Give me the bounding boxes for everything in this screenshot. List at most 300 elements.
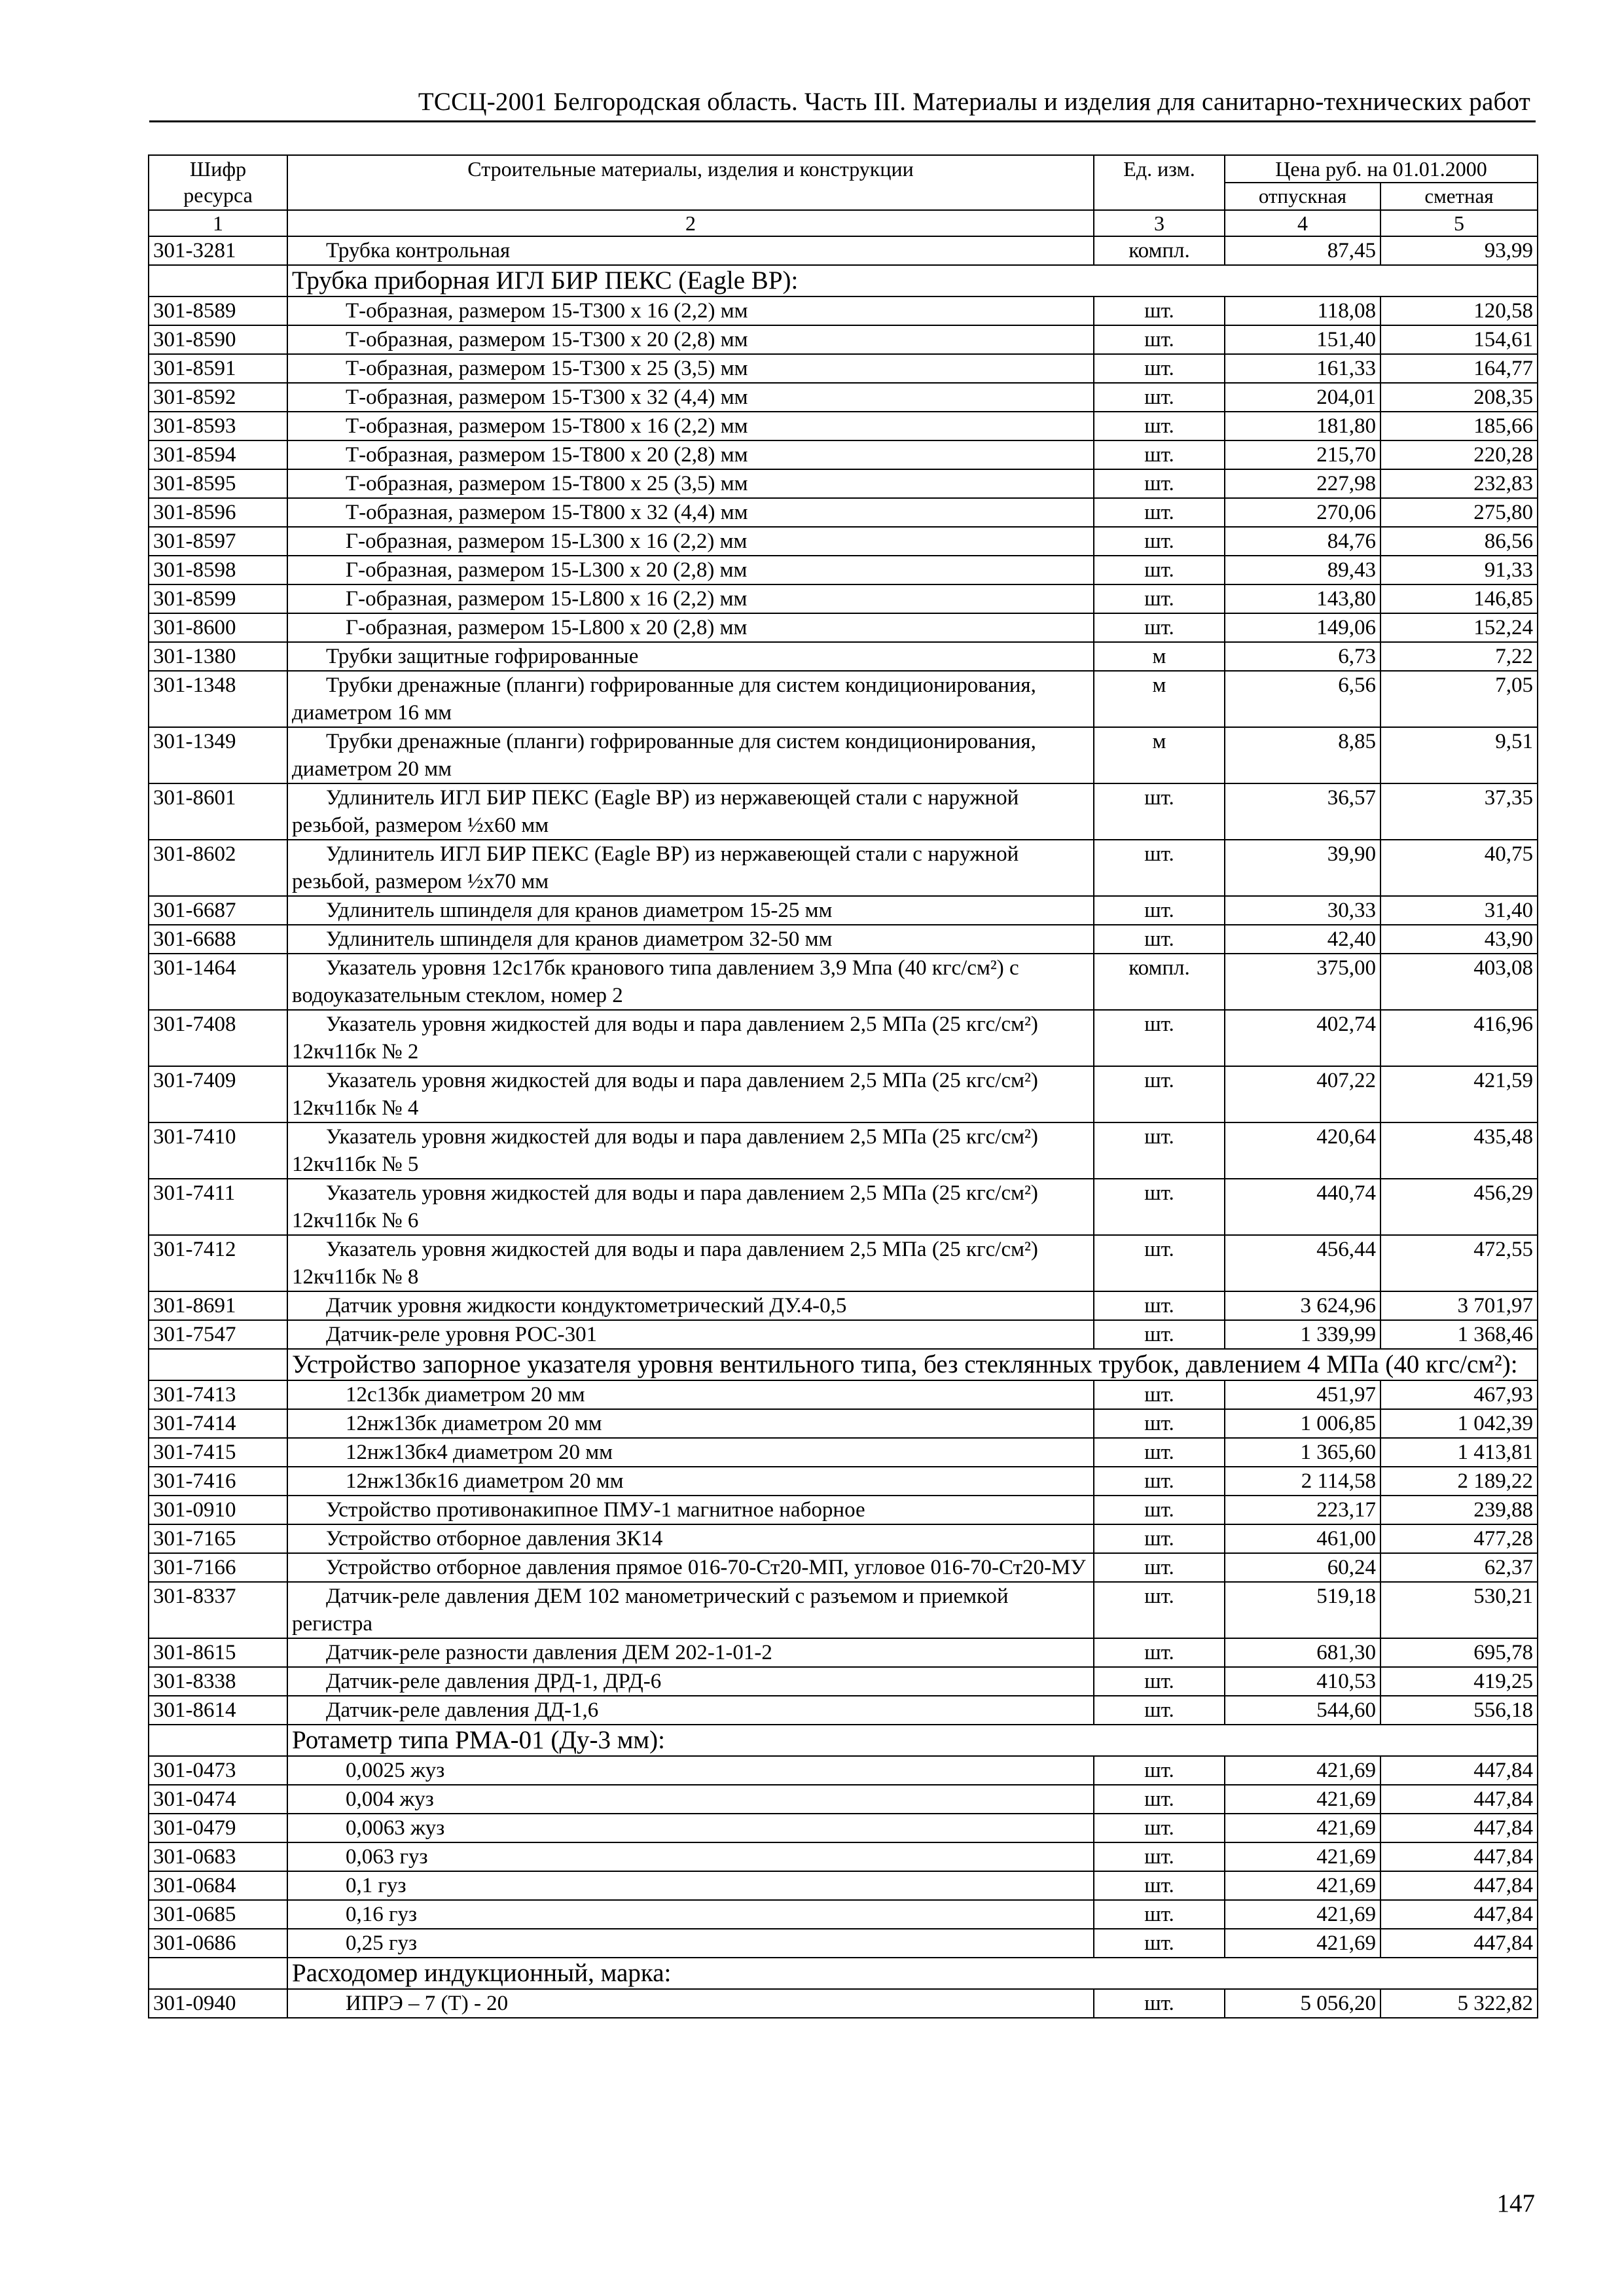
table-row — [149, 1756, 1538, 1785]
unit-cell: шт. — [1094, 1842, 1225, 1871]
group-row — [149, 1958, 1538, 1989]
name-cell: 12нж13бк диаметром 20 мм — [287, 1409, 1094, 1438]
name-cell: 12нж13бк4 диаметром 20 мм — [287, 1438, 1094, 1467]
name-cell: 0,0025 жуз — [287, 1756, 1094, 1785]
estimate-price-cell: 416,96 — [1380, 1010, 1538, 1066]
name-cell: Трубки защитные гофрированные — [287, 642, 1094, 671]
estimate-price-cell: 62,37 — [1380, 1553, 1538, 1582]
estimate-price-cell: 447,84 — [1380, 1842, 1538, 1871]
unit-cell: компл. — [1094, 954, 1225, 1010]
unit-cell: шт. — [1094, 1756, 1225, 1785]
group-title: Устройство запорное указателя уровня вентильного типа, без стеклянных трубок, давлением 4 МПа (40 кгс/см²): — [287, 1349, 1538, 1380]
code-cell: 301-7412 — [149, 1235, 287, 1291]
estimate-price-cell: 421,59 — [1380, 1066, 1538, 1122]
release-price-cell: 270,06 — [1225, 498, 1380, 527]
estimate-price-cell: 435,48 — [1380, 1122, 1538, 1179]
estimate-price-cell: 447,84 — [1380, 1929, 1538, 1958]
name-cell: 0,0063 жуз — [287, 1814, 1094, 1842]
table-row — [149, 1553, 1538, 1582]
name-cell: 12с13бк диаметром 20 мм — [287, 1380, 1094, 1409]
table-row — [149, 783, 1538, 840]
unit-cell: шт. — [1094, 1066, 1225, 1122]
code-cell: 301-8614 — [149, 1696, 287, 1725]
estimate-price-cell: 232,83 — [1380, 469, 1538, 498]
estimate-price-cell: 556,18 — [1380, 1696, 1538, 1725]
release-price-cell: 407,22 — [1225, 1066, 1380, 1122]
unit-cell: шт. — [1094, 1122, 1225, 1179]
name-cell: Г-образная, размером 15-L800 х 16 (2,2) мм — [287, 584, 1094, 613]
release-price-cell: 681,30 — [1225, 1638, 1380, 1667]
estimate-price-cell: 208,35 — [1380, 383, 1538, 412]
release-price-cell: 6,73 — [1225, 642, 1380, 671]
code-cell: 301-1349 — [149, 727, 287, 783]
unit-cell: шт. — [1094, 1179, 1225, 1235]
column-number: 5 — [1380, 210, 1538, 236]
table-row — [149, 1380, 1538, 1409]
release-price-cell: 3 624,96 — [1225, 1291, 1380, 1320]
code-cell: 301-8595 — [149, 469, 287, 498]
estimate-price-cell: 447,84 — [1380, 1814, 1538, 1842]
group-title: Расходомер индукционный, марка: — [287, 1958, 1538, 1989]
release-price-cell: 1 006,85 — [1225, 1409, 1380, 1438]
table-row — [149, 469, 1538, 498]
table-row — [149, 296, 1538, 325]
table-row — [149, 556, 1538, 584]
release-price-cell: 410,53 — [1225, 1667, 1380, 1696]
unit-cell: шт. — [1094, 1696, 1225, 1725]
unit-cell: м — [1094, 642, 1225, 671]
table-row — [149, 1438, 1538, 1467]
name-cell: Трубки дренажные (планги) гофрированные для систем кондиционирования, диаметром 20 мм — [287, 727, 1094, 783]
unit-cell: шт. — [1094, 1380, 1225, 1409]
unit-cell: компл. — [1094, 236, 1225, 265]
unit-cell: м — [1094, 727, 1225, 783]
unit-cell: шт. — [1094, 440, 1225, 469]
release-price-cell: 1 339,99 — [1225, 1320, 1380, 1349]
code-cell: 301-3281 — [149, 236, 287, 265]
unit-cell: шт. — [1094, 1553, 1225, 1582]
estimate-price-cell: 43,90 — [1380, 925, 1538, 954]
table-row — [149, 1291, 1538, 1320]
estimate-price-cell: 530,21 — [1380, 1582, 1538, 1638]
name-cell: Г-образная, размером 15-L300 х 16 (2,2) мм — [287, 527, 1094, 556]
name-cell: Датчик-реле давления ДД-1,6 — [287, 1696, 1094, 1725]
unit-cell: шт. — [1094, 1989, 1225, 2018]
code-cell: 301-8593 — [149, 412, 287, 440]
release-price-cell: 181,80 — [1225, 412, 1380, 440]
name-cell: Трубка контрольная — [287, 236, 1094, 265]
unit-cell: шт. — [1094, 354, 1225, 383]
estimate-price-cell: 3 701,97 — [1380, 1291, 1538, 1320]
name-cell: Т-образная, размером 15-Т800 х 25 (3,5) мм — [287, 469, 1094, 498]
unit-cell: шт. — [1094, 556, 1225, 584]
release-price-cell: 215,70 — [1225, 440, 1380, 469]
estimate-price-cell: 37,35 — [1380, 783, 1538, 840]
table-row — [149, 613, 1538, 642]
code-cell: 301-8338 — [149, 1667, 287, 1696]
unit-cell: шт. — [1094, 1929, 1225, 1958]
column-number: 1 — [149, 210, 287, 236]
name-cell: Т-образная, размером 15-Т800 х 16 (2,2) мм — [287, 412, 1094, 440]
release-price-cell: 456,44 — [1225, 1235, 1380, 1291]
unit-cell: шт. — [1094, 1814, 1225, 1842]
name-cell: Датчик-реле уровня РОС-301 — [287, 1320, 1094, 1349]
code-cell — [149, 1349, 287, 1380]
release-price-cell: 39,90 — [1225, 840, 1380, 896]
unit-cell: шт. — [1094, 1320, 1225, 1349]
release-price-cell: 149,06 — [1225, 613, 1380, 642]
estimate-price-cell: 7,05 — [1380, 671, 1538, 727]
name-cell: Г-образная, размером 15-L800 х 20 (2,8) мм — [287, 613, 1094, 642]
name-cell: Т-образная, размером 15-Т800 х 32 (4,4) мм — [287, 498, 1094, 527]
estimate-price-cell: 91,33 — [1380, 556, 1538, 584]
estimate-price-cell: 467,93 — [1380, 1380, 1538, 1409]
estimate-price-cell: 275,80 — [1380, 498, 1538, 527]
code-cell: 301-7410 — [149, 1122, 287, 1179]
code-cell: 301-6688 — [149, 925, 287, 954]
name-cell: Датчик-реле разности давления ДЕМ 202-1-01-2 — [287, 1638, 1094, 1667]
table-row — [149, 1989, 1538, 2018]
unit-cell: шт. — [1094, 896, 1225, 925]
column-number: 4 — [1225, 210, 1380, 236]
name-cell: Устройство отборное давления ЗК14 — [287, 1524, 1094, 1553]
table-row — [149, 1696, 1538, 1725]
unit-cell: шт. — [1094, 1438, 1225, 1467]
table-row — [149, 1010, 1538, 1066]
estimate-price-cell: 2 189,22 — [1380, 1467, 1538, 1496]
table-row — [149, 354, 1538, 383]
code-cell: 301-0940 — [149, 1989, 287, 2018]
name-cell: Указатель уровня жидкостей для воды и пара давлением 2,5 МПа (25 кгс/см²) 12кч11бк № 6 — [287, 1179, 1094, 1235]
code-cell: 301-8594 — [149, 440, 287, 469]
name-cell: Т-образная, размером 15-Т300 х 20 (2,8) мм — [287, 325, 1094, 354]
code-cell — [149, 1725, 287, 1756]
name-cell: Указатель уровня жидкостей для воды и пара давлением 2,5 МПа (25 кгс/см²) 12кч11бк № 2 — [287, 1010, 1094, 1066]
estimate-price-cell: 447,84 — [1380, 1785, 1538, 1814]
unit-cell: шт. — [1094, 498, 1225, 527]
table-row — [149, 1900, 1538, 1929]
table-body — [149, 236, 1538, 2018]
group-title: Ротаметр типа РМА-01 (Ду-3 мм): — [287, 1725, 1538, 1756]
table-row — [149, 383, 1538, 412]
unit-cell: шт. — [1094, 1496, 1225, 1524]
name-cell: 0,063 гуз — [287, 1842, 1094, 1871]
release-price-cell: 223,17 — [1225, 1496, 1380, 1524]
unit-cell: шт. — [1094, 1524, 1225, 1553]
table-row — [149, 440, 1538, 469]
code-cell: 301-0684 — [149, 1871, 287, 1900]
table-row — [149, 584, 1538, 613]
name-cell: Датчик-реле давления ДРД-1, ДРД-6 — [287, 1667, 1094, 1696]
code-cell: 301-7414 — [149, 1409, 287, 1438]
name-cell: Удлинитель ИГЛ БИР ПЕКС (Eagle BP) из нержавеющей стали с наружной резьбой, размером ½х60 мм — [287, 783, 1094, 840]
estimate-price-cell: 472,55 — [1380, 1235, 1538, 1291]
name-cell: Указатель уровня жидкостей для воды и пара давлением 2,5 МПа (25 кгс/см²) 12кч11бк № 5 — [287, 1122, 1094, 1179]
code-cell: 301-8596 — [149, 498, 287, 527]
unit-cell: шт. — [1094, 325, 1225, 354]
code-cell: 301-0474 — [149, 1785, 287, 1814]
code-cell: 301-0479 — [149, 1814, 287, 1842]
estimate-price-cell: 447,84 — [1380, 1900, 1538, 1929]
unit-cell: шт. — [1094, 1871, 1225, 1900]
name-cell: Указатель уровня жидкостей для воды и пара давлением 2,5 МПа (25 кгс/см²) 12кч11бк № 4 — [287, 1066, 1094, 1122]
release-price-cell: 5 056,20 — [1225, 1989, 1380, 2018]
header-unit: Ед. изм. — [1094, 155, 1225, 210]
release-price-cell: 60,24 — [1225, 1553, 1380, 1582]
estimate-price-cell: 185,66 — [1380, 412, 1538, 440]
table-row — [149, 1842, 1538, 1871]
code-cell: 301-0910 — [149, 1496, 287, 1524]
group-row — [149, 265, 1538, 296]
name-cell: Удлинитель шпинделя для кранов диаметром 32-50 мм — [287, 925, 1094, 954]
table-row — [149, 1814, 1538, 1842]
header-title: ТССЦ-2001 Белгородская область. Часть III. Материалы и изделия для санитарно-технических работ — [418, 88, 1530, 116]
release-price-cell: 519,18 — [1225, 1582, 1380, 1638]
name-cell: 0,004 жуз — [287, 1785, 1094, 1814]
code-cell: 301-8601 — [149, 783, 287, 840]
unit-cell: шт. — [1094, 1235, 1225, 1291]
table-row — [149, 1929, 1538, 1958]
release-price-cell: 8,85 — [1225, 727, 1380, 783]
unit-cell: шт. — [1094, 1291, 1225, 1320]
estimate-price-cell: 447,84 — [1380, 1871, 1538, 1900]
name-cell: ИПРЭ – 7 (Т) - 20 — [287, 1989, 1094, 2018]
estimate-price-cell: 239,88 — [1380, 1496, 1538, 1524]
release-price-cell: 1 365,60 — [1225, 1438, 1380, 1467]
estimate-price-cell: 86,56 — [1380, 527, 1538, 556]
table-header — [149, 155, 1538, 236]
estimate-price-cell: 477,28 — [1380, 1524, 1538, 1553]
code-cell: 301-7411 — [149, 1179, 287, 1235]
unit-cell: шт. — [1094, 584, 1225, 613]
release-price-cell: 440,74 — [1225, 1179, 1380, 1235]
release-price-cell: 451,97 — [1225, 1380, 1380, 1409]
unit-cell: шт. — [1094, 1582, 1225, 1638]
name-cell: 12нж13бк16 диаметром 20 мм — [287, 1467, 1094, 1496]
table-row — [149, 527, 1538, 556]
release-price-cell: 461,00 — [1225, 1524, 1380, 1553]
estimate-price-cell: 456,29 — [1380, 1179, 1538, 1235]
column-number-row — [149, 210, 1538, 236]
table-row — [149, 498, 1538, 527]
release-price-cell: 2 114,58 — [1225, 1467, 1380, 1496]
name-cell: Трубки дренажные (планги) гофрированные для систем кондиционирования, диаметром 16 мм — [287, 671, 1094, 727]
table-row — [149, 412, 1538, 440]
table-row — [149, 1320, 1538, 1349]
code-cell: 301-8589 — [149, 296, 287, 325]
unit-cell: шт. — [1094, 925, 1225, 954]
code-cell: 301-1348 — [149, 671, 287, 727]
estimate-price-cell: 419,25 — [1380, 1667, 1538, 1696]
code-cell: 301-8597 — [149, 527, 287, 556]
table-row — [149, 671, 1538, 727]
table-row — [149, 954, 1538, 1010]
name-cell: Устройство отборное давления прямое 016-70-Ст20-МП, угловое 016-70-Ст20-МУ — [287, 1553, 1094, 1582]
name-cell: Т-образная, размером 15-Т300 х 32 (4,4) мм — [287, 383, 1094, 412]
name-cell: Указатель уровня 12с17бк кранового типа давлением 3,9 Мпа (40 кгс/см²) с водоуказательным стеклом, номер 2 — [287, 954, 1094, 1010]
name-cell: Датчик уровня жидкости кондуктометрический ДУ.4-0,5 — [287, 1291, 1094, 1320]
price-table — [148, 154, 1538, 2018]
unit-cell: шт. — [1094, 1667, 1225, 1696]
group-title: Трубка приборная ИГЛ БИР ПЕКС (Eagle BP): — [287, 265, 1538, 296]
header-name: Строительные материалы, изделия и конструкции — [287, 155, 1094, 210]
unit-cell: шт. — [1094, 1409, 1225, 1438]
name-cell: 0,1 гуз — [287, 1871, 1094, 1900]
table-row — [149, 896, 1538, 925]
name-cell: 0,25 гуз — [287, 1929, 1094, 1958]
table-row — [149, 642, 1538, 671]
table-row — [149, 1785, 1538, 1814]
code-cell: 301-8592 — [149, 383, 287, 412]
unit-cell: м — [1094, 671, 1225, 727]
estimate-price-cell: 403,08 — [1380, 954, 1538, 1010]
column-number: 2 — [287, 210, 1094, 236]
release-price-cell: 375,00 — [1225, 954, 1380, 1010]
code-cell: 301-8590 — [149, 325, 287, 354]
table-row — [149, 1122, 1538, 1179]
table-row — [149, 1179, 1538, 1235]
release-price-cell: 421,69 — [1225, 1842, 1380, 1871]
estimate-price-cell: 1 042,39 — [1380, 1409, 1538, 1438]
release-price-cell: 204,01 — [1225, 383, 1380, 412]
code-cell: 301-7415 — [149, 1438, 287, 1467]
estimate-price-cell: 1 413,81 — [1380, 1438, 1538, 1467]
group-row — [149, 1349, 1538, 1380]
release-price-cell: 421,69 — [1225, 1900, 1380, 1929]
code-cell: 301-7416 — [149, 1467, 287, 1496]
estimate-price-cell: 152,24 — [1380, 613, 1538, 642]
table-row — [149, 1496, 1538, 1524]
table-row — [149, 1409, 1538, 1438]
name-cell: Т-образная, размером 15-Т800 х 20 (2,8) мм — [287, 440, 1094, 469]
estimate-price-cell: 7,22 — [1380, 642, 1538, 671]
unit-cell: шт. — [1094, 783, 1225, 840]
table-row — [149, 1066, 1538, 1122]
unit-cell: шт. — [1094, 296, 1225, 325]
estimate-price-cell: 695,78 — [1380, 1638, 1538, 1667]
code-cell: 301-7413 — [149, 1380, 287, 1409]
name-cell: 0,16 гуз — [287, 1900, 1094, 1929]
table-row — [149, 1467, 1538, 1496]
code-cell: 301-0683 — [149, 1842, 287, 1871]
code-cell: 301-7408 — [149, 1010, 287, 1066]
page-number: 147 — [1496, 2189, 1535, 2217]
code-cell: 301-0685 — [149, 1900, 287, 1929]
table-row — [149, 1235, 1538, 1291]
release-price-cell: 118,08 — [1225, 296, 1380, 325]
header-price: Цена руб. на 01.01.2000 — [1225, 155, 1538, 183]
estimate-price-cell: 164,77 — [1380, 354, 1538, 383]
code-cell: 301-7166 — [149, 1553, 287, 1582]
code-cell: 301-7547 — [149, 1320, 287, 1349]
table-row — [149, 1582, 1538, 1638]
code-cell: 301-0686 — [149, 1929, 287, 1958]
release-price-cell: 151,40 — [1225, 325, 1380, 354]
release-price-cell: 36,57 — [1225, 783, 1380, 840]
table-row — [149, 1524, 1538, 1553]
unit-cell: шт. — [1094, 613, 1225, 642]
name-cell: Удлинитель шпинделя для кранов диаметром 15-25 мм — [287, 896, 1094, 925]
unit-cell: шт. — [1094, 1467, 1225, 1496]
name-cell: Устройство противонакипное ПМУ-1 магнитное наборное — [287, 1496, 1094, 1524]
name-cell: Датчик-реле давления ДЕМ 102 манометрический с разъемом и приемкой регистра — [287, 1582, 1094, 1638]
release-price-cell: 421,69 — [1225, 1756, 1380, 1785]
release-price-cell: 6,56 — [1225, 671, 1380, 727]
code-cell: 301-7165 — [149, 1524, 287, 1553]
table-row — [149, 840, 1538, 896]
code-cell: 301-1380 — [149, 642, 287, 671]
estimate-price-cell: 31,40 — [1380, 896, 1538, 925]
table-row — [149, 236, 1538, 265]
unit-cell: шт. — [1094, 1900, 1225, 1929]
release-price-cell: 30,33 — [1225, 896, 1380, 925]
release-price-cell: 402,74 — [1225, 1010, 1380, 1066]
name-cell: Т-образная, размером 15-Т300 х 25 (3,5) мм — [287, 354, 1094, 383]
release-price-cell: 42,40 — [1225, 925, 1380, 954]
estimate-price-cell: 220,28 — [1380, 440, 1538, 469]
unit-cell: шт. — [1094, 527, 1225, 556]
unit-cell: шт. — [1094, 469, 1225, 498]
estimate-price-cell: 120,58 — [1380, 296, 1538, 325]
header-code: Шифр ресурса — [149, 155, 287, 210]
release-price-cell: 89,43 — [1225, 556, 1380, 584]
table-row — [149, 727, 1538, 783]
code-cell — [149, 1958, 287, 1989]
estimate-price-cell: 40,75 — [1380, 840, 1538, 896]
code-cell: 301-8600 — [149, 613, 287, 642]
unit-cell: шт. — [1094, 383, 1225, 412]
group-row — [149, 1725, 1538, 1756]
code-cell: 301-8598 — [149, 556, 287, 584]
name-cell: Т-образная, размером 15-Т300 х 16 (2,2) мм — [287, 296, 1094, 325]
code-cell: 301-8599 — [149, 584, 287, 613]
column-number: 3 — [1094, 210, 1225, 236]
estimate-price-cell: 1 368,46 — [1380, 1320, 1538, 1349]
unit-cell: шт. — [1094, 412, 1225, 440]
table-row — [149, 925, 1538, 954]
release-price-cell: 421,69 — [1225, 1871, 1380, 1900]
unit-cell: шт. — [1094, 1785, 1225, 1814]
estimate-price-cell: 9,51 — [1380, 727, 1538, 783]
release-price-cell: 227,98 — [1225, 469, 1380, 498]
header-estimate-price: сметная — [1380, 183, 1538, 210]
page-header — [149, 82, 1536, 122]
name-cell: Удлинитель ИГЛ БИР ПЕКС (Eagle BP) из нержавеющей стали с наружной резьбой, размером ½х70 мм — [287, 840, 1094, 896]
code-cell: 301-8591 — [149, 354, 287, 383]
unit-cell: шт. — [1094, 1638, 1225, 1667]
code-cell: 301-8691 — [149, 1291, 287, 1320]
release-price-cell: 87,45 — [1225, 236, 1380, 265]
release-price-cell: 544,60 — [1225, 1696, 1380, 1725]
release-price-cell: 420,64 — [1225, 1122, 1380, 1179]
code-cell: 301-7409 — [149, 1066, 287, 1122]
estimate-price-cell: 146,85 — [1380, 584, 1538, 613]
code-cell: 301-8337 — [149, 1582, 287, 1638]
table-row — [149, 1871, 1538, 1900]
table-row — [149, 325, 1538, 354]
release-price-cell: 84,76 — [1225, 527, 1380, 556]
name-cell: Г-образная, размером 15-L300 х 20 (2,8) мм — [287, 556, 1094, 584]
release-price-cell: 421,69 — [1225, 1814, 1380, 1842]
estimate-price-cell: 447,84 — [1380, 1756, 1538, 1785]
name-cell: Указатель уровня жидкостей для воды и пара давлением 2,5 МПа (25 кгс/см²) 12кч11бк № 8 — [287, 1235, 1094, 1291]
code-cell: 301-1464 — [149, 954, 287, 1010]
code-cell — [149, 265, 287, 296]
release-price-cell: 143,80 — [1225, 584, 1380, 613]
unit-cell: шт. — [1094, 1010, 1225, 1066]
release-price-cell: 421,69 — [1225, 1785, 1380, 1814]
release-price-cell: 421,69 — [1225, 1929, 1380, 1958]
